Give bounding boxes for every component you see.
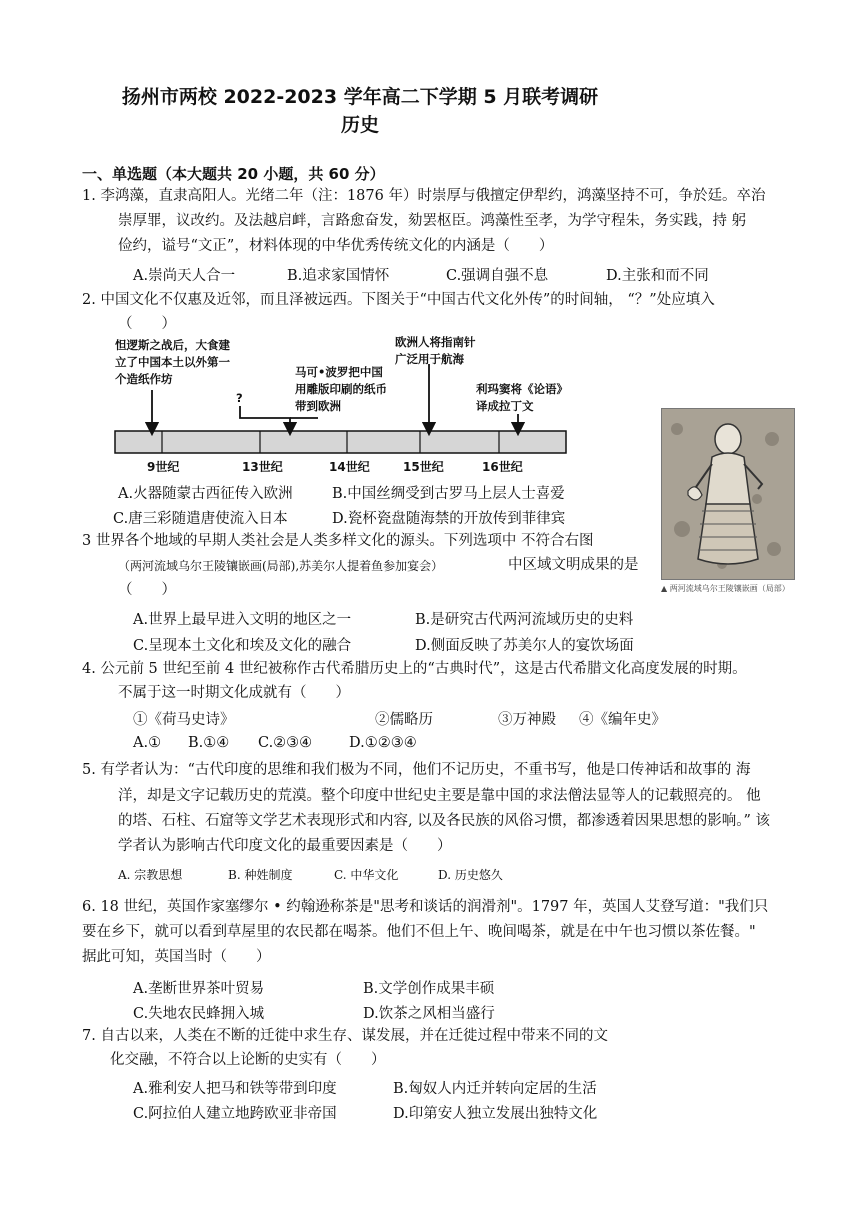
- q3-option-a: A.世界上最早进入文明的地区之一: [133, 612, 352, 628]
- tick-label-13: 13世纪: [242, 460, 283, 474]
- q7-option-a: A.雅利安人把马和铁等带到印度: [133, 1081, 337, 1097]
- q3-option-c: C.呈现本土文化和埃及文化的融合: [133, 638, 352, 654]
- q2-option-d: D.瓷杯瓷盘随海禁的开放传到菲律宾: [332, 511, 566, 527]
- q7-line-2: 化交融，不符合以上论断的史实有（ ）: [110, 1052, 386, 1068]
- q2-option-c: C.唐三彩随遣唐使流入日本: [113, 511, 288, 527]
- q6-option-d: D.饮茶之风相当盛行: [363, 1006, 495, 1022]
- q4-item-1: ①《荷马史诗》: [133, 712, 235, 728]
- q2-line-1: 2. 中国文化不仅惠及近邻，而且泽被远西。下图关于“中国古代文化外传”的时间轴， “？”处应填入: [82, 292, 715, 308]
- q3-option-d: D.侧面反映了苏美尔人的宴饮场面: [415, 638, 634, 654]
- q7-line-1: 7. 自古以来，人类在不断的迁徙中求生存、谋发展，并在迁徙过程中带来不同的文: [82, 1028, 608, 1044]
- q4-option-b: B.①④: [188, 735, 230, 751]
- q5-option-c: C. 中华文化: [334, 868, 399, 882]
- q4-option-a: A.①: [133, 735, 162, 751]
- q1-line-2: 崇厚罪，议改约。及法越启衅，言路愈奋发，劾罢枢臣。鸿藻性至孝，为学守程朱，务实践，持 躬: [118, 213, 747, 229]
- q4-option-c: C.②③④: [258, 735, 313, 751]
- q1-option-d: D.主张和而不同: [606, 268, 709, 284]
- q4-line-1: 4. 公元前 5 世纪至前 4 世纪被称作古代希腊历史上的“古典时代”，这是古代希腊文化高度发展的时期。: [82, 661, 747, 677]
- q1-line-3: 俭约，谥号“文正”，材料体现的中华优秀传统文化的内涵是（ ）: [118, 238, 554, 254]
- q6-option-b: B.文学创作成果丰硕: [363, 981, 495, 997]
- timeline-label-b: 马可•波罗把中国 用雕版印刷的纸币 带到欧洲: [295, 365, 387, 413]
- timeline-bar: [115, 431, 566, 453]
- q6-line-3: 据此可知，英国当时（ ）: [82, 949, 271, 965]
- timeline-figure: [110, 336, 580, 478]
- arrow-q: [240, 406, 290, 429]
- tick-label-9: 9世纪: [147, 460, 180, 474]
- q5-option-a: A. 宗教思想: [118, 868, 183, 882]
- q3-line-1: 3 世界各个地域的早期人类社会是人类多样文化的源头。下列选项中 不符合右图: [82, 533, 594, 549]
- q6-option-c: C.失地农民蜂拥入城: [133, 1006, 265, 1022]
- q7-option-c: C.阿拉伯人建立地跨欧亚非帝国: [133, 1106, 337, 1122]
- q5-line-4: 学者认为影响古代印度文化的最重要因素是（ ）: [118, 838, 452, 854]
- q2-option-a: A.火器随蒙古西征传入欧洲: [118, 486, 293, 502]
- q4-item-2: ②儒略历: [375, 712, 433, 728]
- tick-label-14: 14世纪: [329, 460, 370, 474]
- q7-option-b: B.匈奴人内迁并转向定居的生活: [393, 1081, 597, 1097]
- timeline-label-question: ?: [236, 391, 243, 405]
- page-subtitle: 历史: [340, 114, 379, 136]
- image-caption: ▲ 两河流域乌尔王陵镶嵌画（局部）: [661, 584, 790, 593]
- timeline-label-a: 怛逻斯之战后，大食建 立了中国本土以外第一 个造纸作坊: [115, 338, 230, 386]
- timeline-label-c: 欧洲人将指南针 广泛用于航海: [395, 335, 476, 366]
- timeline-label-d: 利玛窦将《论语》 译成拉丁文: [476, 382, 568, 413]
- q3-image-description: （两河流域乌尔王陵镶嵌画(局部),苏美尔人提着鱼参加宴会）: [118, 559, 444, 573]
- q2-line-2: （ ）: [118, 316, 176, 332]
- q3-option-b: B.是研究古代两河流域历史的史料: [415, 612, 634, 628]
- q4-line-2: 不属于这一时期文化成就有（ ）: [118, 685, 350, 701]
- q4-item-3: ③万神殿: [498, 712, 556, 728]
- q3-line-3: （ ）: [118, 582, 176, 598]
- q1-option-a: A.崇尚天人合一: [133, 268, 236, 284]
- q1-option-b: B.追求家国情怀: [287, 268, 390, 284]
- q4-item-4: ④《编年史》: [579, 712, 666, 728]
- ur-inlay-image: [661, 408, 795, 580]
- q5-option-b: B. 种姓制度: [228, 868, 293, 882]
- q5-line-2: 洋，却是文字记载历史的荒漠。整个印度中世纪史主要是靠中国的求法僧法显等人的记载照亮的。 他: [118, 788, 761, 804]
- q6-option-a: A.垄断世界茶叶贸易: [133, 981, 265, 997]
- q1-option-c: C.强调自强不息: [446, 268, 549, 284]
- q7-option-d: D.印第安人独立发展出独特文化: [393, 1106, 598, 1122]
- page-title: 扬州市两校 2022-2023 学年高二下学期 5 月联考调研: [121, 86, 599, 108]
- q4-option-d: D.①②③④: [349, 735, 417, 751]
- q6-line-1: 6. 18 世纪，英国作家塞缪尔 • 约翰逊称茶是"思考和谈话的润滑剂"。1797 年，英国人艾登写道："我们只: [82, 899, 769, 915]
- q5-option-d: D. 历史悠久: [438, 868, 503, 882]
- q2-option-b: B.中国丝绸受到古罗马上层人士喜爱: [332, 486, 565, 502]
- tick-label-16: 16世纪: [482, 460, 523, 474]
- q5-line-3: 的塔、石柱、石窟等文学艺术表现形式和内容, 以及各民族的风俗习惯，都渗透着因果思想的影响。” 该: [118, 813, 770, 829]
- figure-picture: [662, 409, 794, 579]
- q6-line-2: 要在乡下，就可以看到草屋里的农民都在喝茶。他们不但上午、晚间喝茶，就是在中午也习惯以茶佐餐。": [82, 924, 756, 940]
- q3-line-2: 中区域文明成果的是: [508, 557, 639, 573]
- q1-line-1: 1. 李鸿藻，直隶高阳人。光绪二年（注：1876 年）时崇厚与俄擅定伊犁约，鸿藻坚持不可，争於廷。卒治: [82, 188, 766, 204]
- q5-line-1: 5. 有学者认为：“古代印度的思维和我们极为不同，他们不记历史，不重书写，他是口传神话和故事的 海: [82, 762, 751, 778]
- section-heading: 一、单选题（本大题共 20 小题，共 60 分）: [82, 165, 385, 183]
- tick-label-15: 15世纪: [403, 460, 444, 474]
